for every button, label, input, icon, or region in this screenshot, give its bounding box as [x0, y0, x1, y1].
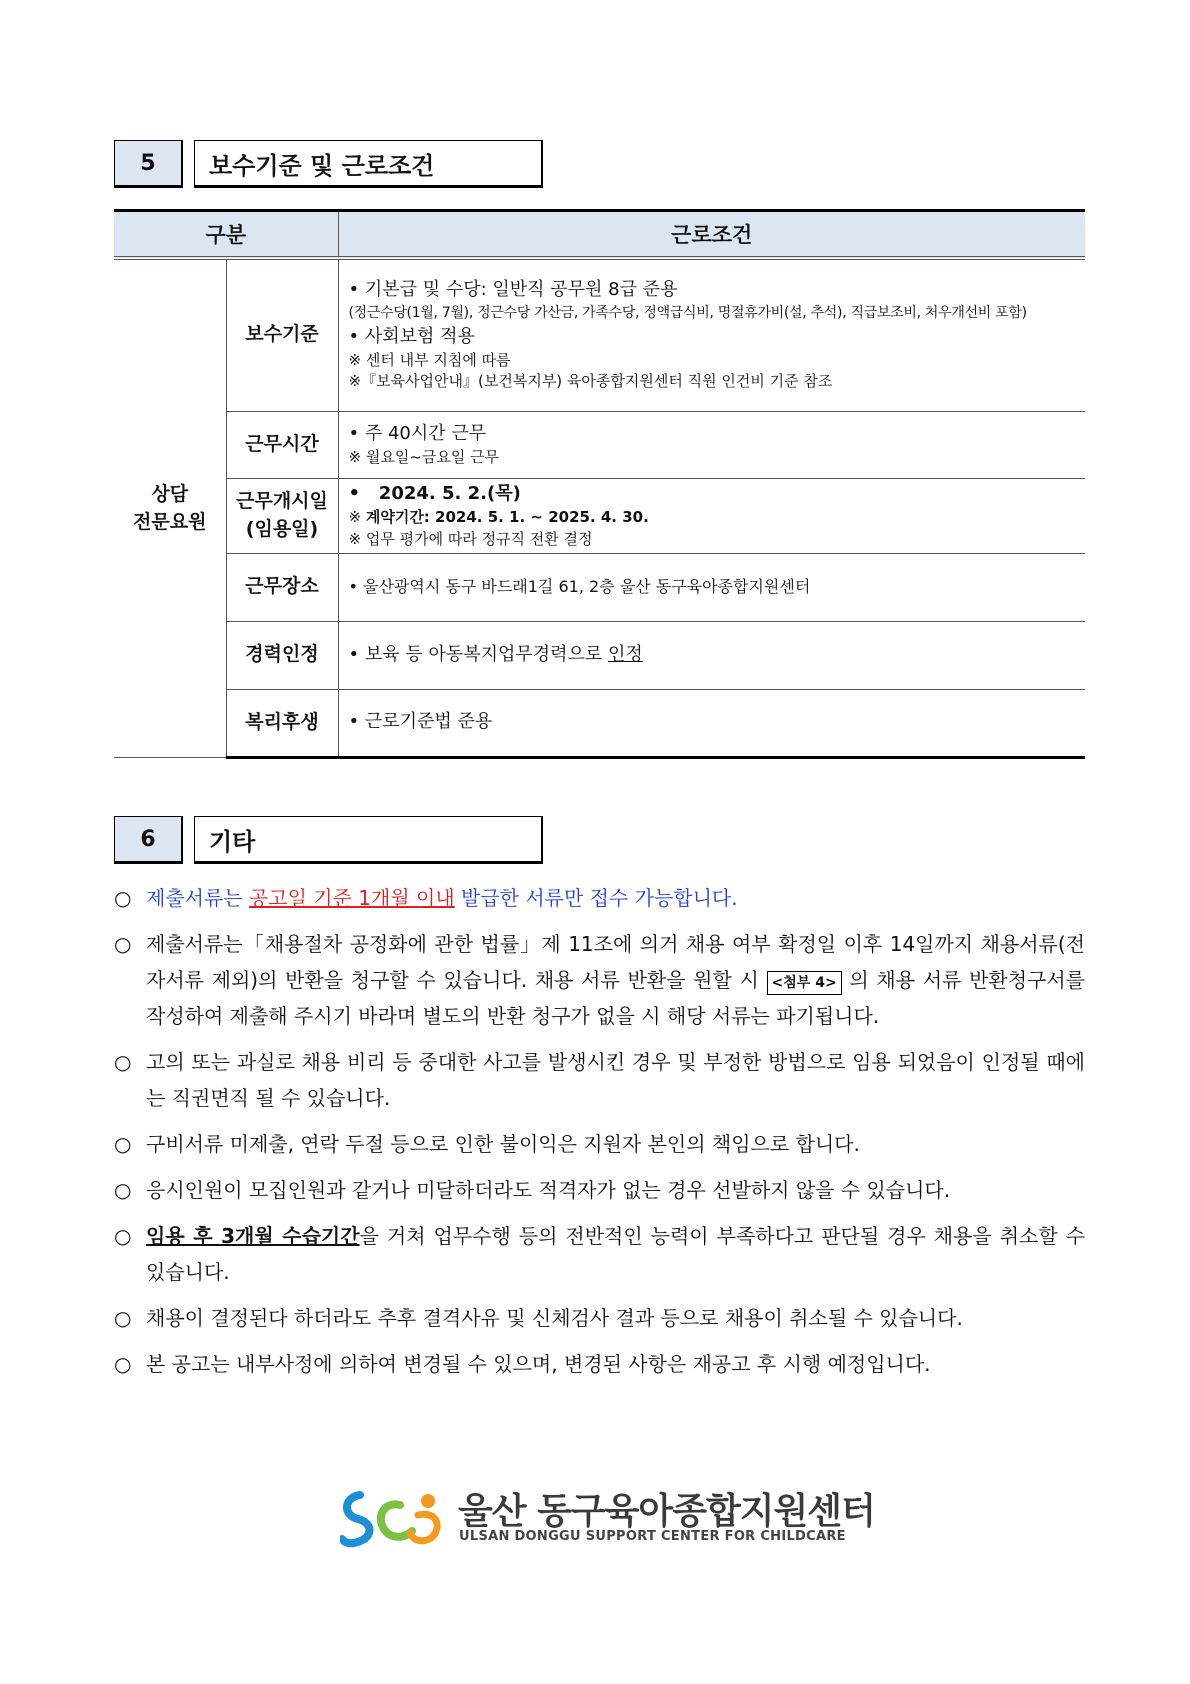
note-text	[146, 880, 1085, 916]
note-text: 구비서류 미제출, 연락 두절 등으로 인한 불이익은 지원자 본인의 책임으로 합니다.	[146, 1132, 860, 1156]
category-label-line1: 상담	[151, 482, 189, 505]
list-item	[114, 1218, 1085, 1290]
section-number: 5	[114, 140, 183, 188]
pay-allowances: (정근수당(1월, 7월), 정근수당 가산금, 가족수당, 정액급식비, 명절휴가비(설, 추석), 직급보조비, 처우개선비 포함)	[348, 305, 1027, 322]
section-title: 기타	[194, 816, 543, 864]
career-underlined: 인정	[608, 643, 643, 665]
category-label-line2: 전문요원	[133, 511, 207, 534]
list-item	[114, 1300, 1085, 1336]
welfare-conditions	[338, 689, 1085, 757]
bullet-circle: ○	[114, 1050, 132, 1074]
section-number: 6	[114, 816, 183, 864]
note-text: 응시인원이 모집인원과 같거나 미달하더라도 적격자가 없는 경우 선발하지 않을 수 있습니다.	[146, 1178, 951, 1202]
career-line	[349, 642, 1086, 668]
category-cell	[114, 258, 226, 757]
start-label-line1: 근무개시일	[236, 489, 328, 512]
bullet-circle: ○	[114, 1352, 132, 1376]
place-line: • 울산광역시 동구 바드래1길 61, 2층 울산 동구육아종합지원센터	[348, 577, 811, 597]
list-item	[114, 880, 1085, 916]
welfare-line: • 근로기준법 준용	[348, 711, 493, 733]
table-row	[114, 553, 1085, 621]
row-label-hours: 근무시간	[226, 411, 338, 478]
start-note: ※ 업무 평가에 따라 정규직 전환 결정	[348, 529, 593, 548]
attachment-box: <첨부 4>	[767, 971, 842, 995]
start-conditions	[338, 478, 1085, 553]
bullet-circle: ○	[114, 932, 132, 956]
note-text: 채용이 결정된다 하더라도 추후 결격사유 및 신체검사 결과 등으로 채용이 취소될 수 있습니다.	[146, 1306, 963, 1330]
row-label-start	[226, 478, 338, 553]
header-conditions: 근로조건	[338, 211, 1085, 259]
table-row	[114, 411, 1085, 478]
hours-line: • 주 40시간 근무	[348, 422, 487, 444]
section-title: 보수기준 및 근로조건	[194, 140, 543, 188]
pay-conditions	[338, 258, 1085, 411]
row-label-welfare: 복리후생	[226, 689, 338, 757]
logo-name-korean: 울산 동구육아종합지원센터	[458, 1491, 875, 1532]
row-label-place: 근무장소	[226, 553, 338, 621]
pay-line: • 기본급 및 수당: 일반직 공무원 8급 준용	[348, 279, 678, 301]
bullet-circle: ○	[114, 886, 132, 910]
table-row	[114, 689, 1085, 757]
bullet-circle: ○	[114, 1306, 132, 1330]
note-mark: ※	[348, 507, 366, 526]
note-part: 의 채용 서류 반환청구서를 작성하여 제출해 주시기 바라며 별도의 반환 청구가 없을 시 해당 서류는 파기됩니다.	[146, 968, 1086, 1028]
place-conditions	[338, 553, 1085, 621]
note-highlight: 공고일 기준 1개월 이내	[248, 886, 455, 910]
table-row	[114, 258, 1085, 411]
note-text: 본 공고는 내부사정에 의하여 변경될 수 있으며, 변경된 사항은 재공고 후 시행 예정입니다.	[146, 1352, 931, 1376]
pay-line: • 사회보험 적용	[348, 325, 475, 347]
list-item	[114, 1346, 1085, 1382]
list-item	[114, 1126, 1085, 1162]
pay-note: ※ 센터 내부 지침에 따름	[348, 350, 511, 369]
bullet-circle: ○	[114, 1132, 132, 1156]
table-row	[114, 621, 1085, 689]
table-row	[114, 478, 1085, 553]
list-item	[114, 926, 1085, 1034]
career-text: • 보육 등 아동복지업무경력으로	[348, 643, 609, 665]
note-part: 발급한 서류만 접수 가능합니다.	[454, 886, 738, 910]
header-category: 구분	[114, 211, 338, 259]
notes-list	[114, 880, 1085, 1392]
working-conditions-table	[114, 209, 1085, 759]
note-part: 제출서류는「채용절차 공정화에 관한 법률」제 11조에 의거 채용 여부 확정일 이후 14일까지 채용서류(전자서류 제외)의 반환을 청구할 수 있습니다. 채용 서류 반환을 원할 시	[146, 932, 1085, 992]
contract-period	[349, 507, 1086, 529]
section-5-heading	[114, 140, 542, 191]
note-text	[146, 1218, 1085, 1290]
pay-note: ※『보육사업안내』(보건복지부) 육아종합지원센터 직원 인건비 기준 참조	[348, 372, 833, 391]
note-emphasis: 임용 후 3개월 수습기간	[146, 1224, 360, 1248]
row-label-career: 경력인정	[226, 621, 338, 689]
note-text	[146, 926, 1085, 1034]
section-6-heading	[114, 816, 542, 867]
table-header-row	[114, 211, 1085, 259]
row-label-pay: 보수기준	[226, 258, 338, 411]
center-logo	[340, 1483, 875, 1553]
note-part: 제출서류는	[146, 886, 249, 910]
bullet-circle: ○	[114, 1178, 132, 1202]
note-text: 고의 또는 과실로 채용 비리 등 중대한 사고를 발생시킨 경우 및 부정한 방법으로 임용 되었음이 인정될 때에는 직권면직 될 수 있습니다.	[146, 1050, 1085, 1110]
list-item	[114, 1172, 1085, 1208]
contract-period-text: 계약기간: 2024. 5. 1. ~ 2025. 4. 30.	[365, 507, 649, 526]
note-part: 을 거쳐 업무수행 등의 전반적인 능력이 부족하다고 판단될 경우 채용을 취소할 수 있습니다.	[146, 1224, 1085, 1284]
hours-conditions	[338, 411, 1085, 478]
start-label-line2: (임용일)	[245, 517, 319, 540]
logo-name-english: ULSAN DONGGU SUPPORT CENTER FOR CHILDCARE	[459, 1529, 846, 1544]
logo-icon	[340, 1487, 448, 1551]
start-date: • 2024. 5. 2.(목)	[348, 482, 521, 504]
bullet-circle: ○	[114, 1224, 132, 1248]
list-item	[114, 1044, 1085, 1116]
career-conditions	[338, 621, 1085, 689]
hours-note: ※ 월요일~금요일 근무	[348, 447, 500, 466]
